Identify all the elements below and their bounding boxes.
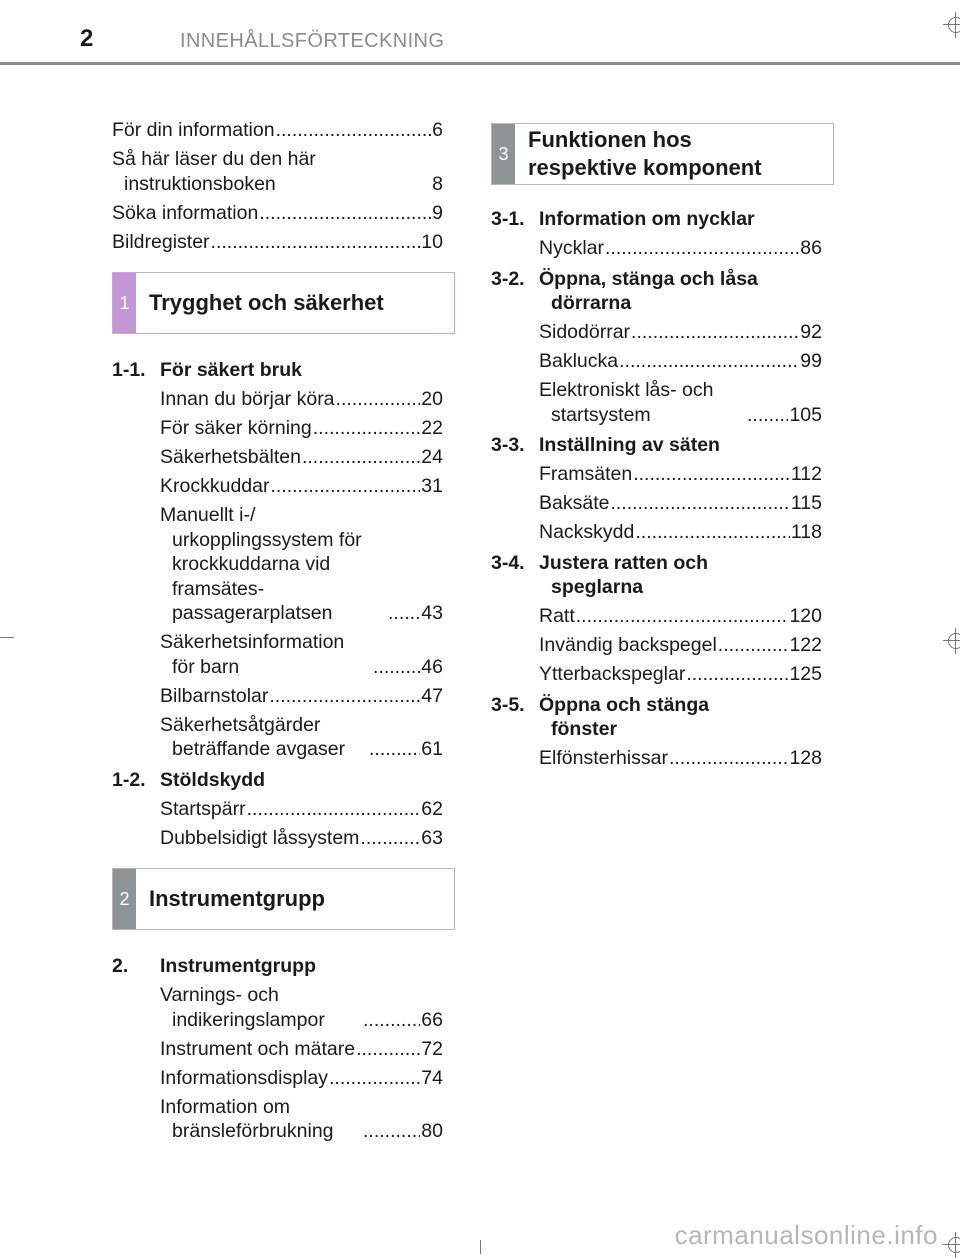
- header-rule: [0, 62, 960, 65]
- toc-entry[interactable]: Invändig backspegel ..... 122: [539, 633, 822, 658]
- page-number: 2: [80, 25, 94, 52]
- toc-entry[interactable]: Ratt ..... 120: [539, 604, 822, 629]
- subsection-heading[interactable]: 3-5. Öppna och stänga fönster: [491, 693, 710, 740]
- toc-entry[interactable]: Varnings- och indikeringslampor ..... 66: [160, 983, 443, 1032]
- toc-entry[interactable]: Sidodörrar ..... 92: [539, 320, 822, 345]
- subsection-heading[interactable]: 3-2. Öppna, stänga och låsa dörrarna: [491, 267, 758, 314]
- toc-entry[interactable]: Baksäte ..... 115: [539, 491, 822, 516]
- toc-entry[interactable]: Bilbarnstolar ..... 47: [160, 684, 443, 709]
- toc-entry[interactable]: Innan du börjar köra ..... 20: [160, 387, 443, 412]
- toc-entry[interactable]: Elektroniskt lås- och startsystem ..... 105: [539, 378, 822, 427]
- subsection-heading[interactable]: 3-4. Justera ratten och speglarna: [491, 551, 709, 598]
- section-3-tab: 3: [492, 124, 515, 184]
- toc-entry[interactable]: Säkerhetsåtgärder beträffande avgaser ..... 61: [160, 713, 443, 762]
- toc-entry[interactable]: Säkerhetsinformation för barn ..... 46: [160, 630, 443, 679]
- registration-mark-middle: [943, 628, 960, 654]
- right-column: [491, 123, 822, 775]
- toc-entry[interactable]: Elfönsterhissar ..... 128: [539, 746, 822, 771]
- toc-entry[interactable]: För säker körning ..... 22: [160, 416, 443, 441]
- section-1-tab: 1: [113, 273, 136, 333]
- toc-entry[interactable]: Informationsdisplay ..... 74: [160, 1066, 443, 1091]
- toc-entry[interactable]: Bildregister ..... 10: [112, 230, 443, 255]
- toc-entry[interactable]: För din information ..... 6: [112, 118, 443, 143]
- subsection-heading[interactable]: 1-1. För säkert bruk: [112, 359, 302, 381]
- toc-entry[interactable]: Startspärr ..... 62: [160, 797, 443, 822]
- toc-entry[interactable]: Dubbelsidigt låssystem ..... 63: [160, 826, 443, 851]
- header-title: INNEHÅLLSFÖRTECKNING: [180, 30, 445, 52]
- section-3-title-line-1: Funktionen hos: [528, 127, 692, 152]
- toc-entry[interactable]: Framsäten ..... 112: [539, 462, 822, 487]
- section-2-heading[interactable]: [112, 868, 455, 930]
- section-3-title-line-2: respektive komponent: [528, 155, 762, 180]
- subsection-heading[interactable]: 3-1. Information om nycklar: [491, 208, 755, 230]
- toc-entry[interactable]: Säkerhetsbälten ..... 24: [160, 445, 443, 470]
- toc-entry[interactable]: Ytterbackspeglar ..... 125: [539, 662, 822, 687]
- toc-entry[interactable]: Information om bränsleförbrukning ..... 80: [160, 1095, 443, 1144]
- toc-entry[interactable]: Nycklar ..... 86: [539, 236, 822, 261]
- subsection-heading[interactable]: 3-3. Inställning av säten: [491, 434, 720, 456]
- subsection-heading[interactable]: 1-2. Stöldskydd: [112, 768, 266, 791]
- toc-entry[interactable]: Krockkuddar ..... 31: [160, 474, 443, 499]
- subsection-heading[interactable]: 2. Instrumentgrupp: [112, 955, 316, 977]
- toc-entry[interactable]: Söka information ..... 9: [112, 201, 443, 226]
- registration-mark-top: [943, 12, 960, 38]
- section-1-title: Trygghet och säkerhet: [149, 290, 384, 315]
- left-column: [112, 118, 443, 1148]
- section-3-heading[interactable]: [491, 123, 834, 185]
- registration-mark-bottom: [943, 1232, 960, 1258]
- section-2-tab: 2: [113, 869, 136, 929]
- section-1-heading[interactable]: [112, 272, 455, 334]
- toc-entry[interactable]: Instrument och mätare ..... 72: [160, 1037, 443, 1062]
- watermark: carmanualsonline.info: [674, 1220, 938, 1250]
- crop-mark-left: [0, 637, 14, 638]
- crop-mark-bottom: [480, 1240, 481, 1254]
- toc-entry[interactable]: Så här läser du den här instruktionsboken 8: [112, 148, 443, 195]
- toc-entry[interactable]: Manuellt i-/ urkopplingssystem för krockkuddarna vid framsätes- passagerarplatsen ..... 43: [160, 503, 443, 626]
- toc-entry[interactable]: Baklucka ..... 99: [539, 349, 822, 374]
- toc-entry[interactable]: Nackskydd ..... 118: [539, 520, 822, 545]
- section-2-title: Instrumentgrupp: [149, 886, 325, 911]
